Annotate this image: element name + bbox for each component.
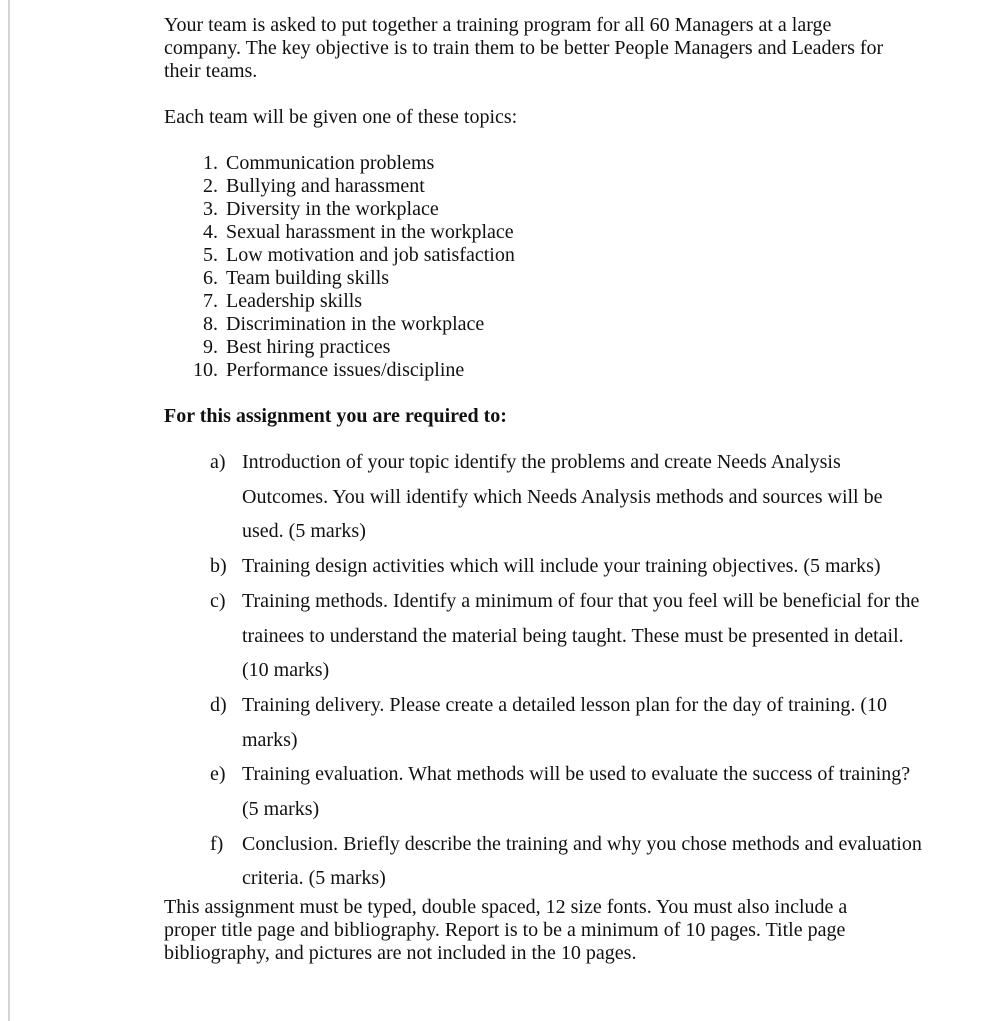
requirement-text: Training delivery. Please create a detailed lesson plan for the day of training. (10 marks) — [242, 693, 887, 751]
page-left-border — [8, 0, 10, 1021]
list-item — [164, 336, 924, 359]
requirement-item — [164, 757, 922, 826]
list-item-text: Communication problems — [226, 152, 435, 174]
requirement-item — [164, 827, 922, 896]
requirement-letter: d) — [210, 693, 227, 716]
closing-paragraph: This assignment must be typed, double spaced, 12 size fonts. You must also include a proper title page and bibliography. Report is to be a minimum of 10 pages. Title page bibliography, and pictures are not included in the 10 pages. — [164, 896, 848, 965]
requirement-letter: c) — [210, 589, 226, 612]
requirement-text: Training design activities which will include your training objectives. (5 marks) — [242, 555, 881, 578]
topics-list — [164, 152, 924, 382]
list-item-number: 2. — [203, 175, 218, 197]
list-item-text: Team building skills — [226, 267, 390, 289]
list-item — [164, 359, 924, 382]
list-item — [164, 313, 924, 336]
list-item-number: 1. — [203, 152, 218, 174]
list-item — [164, 152, 924, 175]
list-item-text: Best hiring practices — [226, 336, 391, 358]
requirement-letter: e) — [210, 763, 226, 786]
list-item-number: 8. — [203, 313, 218, 335]
requirement-item — [164, 445, 922, 549]
requirement-letter: f) — [210, 832, 224, 855]
list-item-number: 4. — [203, 221, 218, 243]
document-body — [164, 14, 924, 965]
requirement-letter: b) — [210, 555, 227, 578]
requirement-text: Conclusion. Briefly describe the training and why you chose methods and evaluation criteria. (5 marks) — [242, 832, 922, 890]
list-item-number: 9. — [203, 336, 218, 358]
list-item-text: Low motivation and job satisfaction — [226, 244, 515, 266]
list-item — [164, 221, 924, 244]
list-item-text: Bullying and harassment — [226, 175, 425, 197]
list-item-number: 3. — [203, 198, 218, 220]
list-item — [164, 198, 924, 221]
list-item-text: Diversity in the workplace — [226, 198, 439, 220]
requirement-letter: a) — [210, 451, 226, 473]
list-item — [164, 267, 924, 290]
list-item-text: Performance issues/discipline — [226, 359, 465, 381]
list-item — [164, 244, 924, 267]
list-item-number: 10. — [193, 359, 218, 381]
list-item-number: 7. — [203, 290, 218, 312]
list-item-number: 5. — [203, 244, 218, 266]
list-item — [164, 290, 924, 313]
list-item — [164, 175, 924, 198]
requirement-text: Training methods. Identify a minimum of four that you feel will be beneficial for the trainees to understand the material being taught. These must be presented in detail. (10 marks) — [242, 589, 920, 682]
requirements-heading: For this assignment you are required to: — [164, 405, 507, 427]
requirements-list — [164, 445, 924, 896]
topics-lead-paragraph: Each team will be given one of these topics: — [164, 106, 518, 128]
list-item-number: 6. — [203, 267, 218, 289]
requirement-item — [164, 549, 922, 584]
intro-paragraph: Your team is asked to put together a training program for all 60 Managers at a large company. The key objective is to train them to be better People Managers and Leaders for their teams. — [164, 14, 884, 82]
requirement-item — [164, 688, 922, 757]
list-item-text: Discrimination in the workplace — [226, 313, 485, 335]
requirement-item — [164, 584, 922, 688]
requirement-text: Training evaluation. What methods will be used to evaluate the success of training? (5 marks) — [242, 763, 911, 821]
list-item-text: Leadership skills — [226, 290, 363, 312]
list-item-text: Sexual harassment in the workplace — [226, 221, 514, 243]
requirement-text: Introduction of your topic identify the problems and create Needs Analysis Outcomes. You will identify which Needs Analysis methods and sources will be used. (5 marks) — [242, 451, 883, 543]
